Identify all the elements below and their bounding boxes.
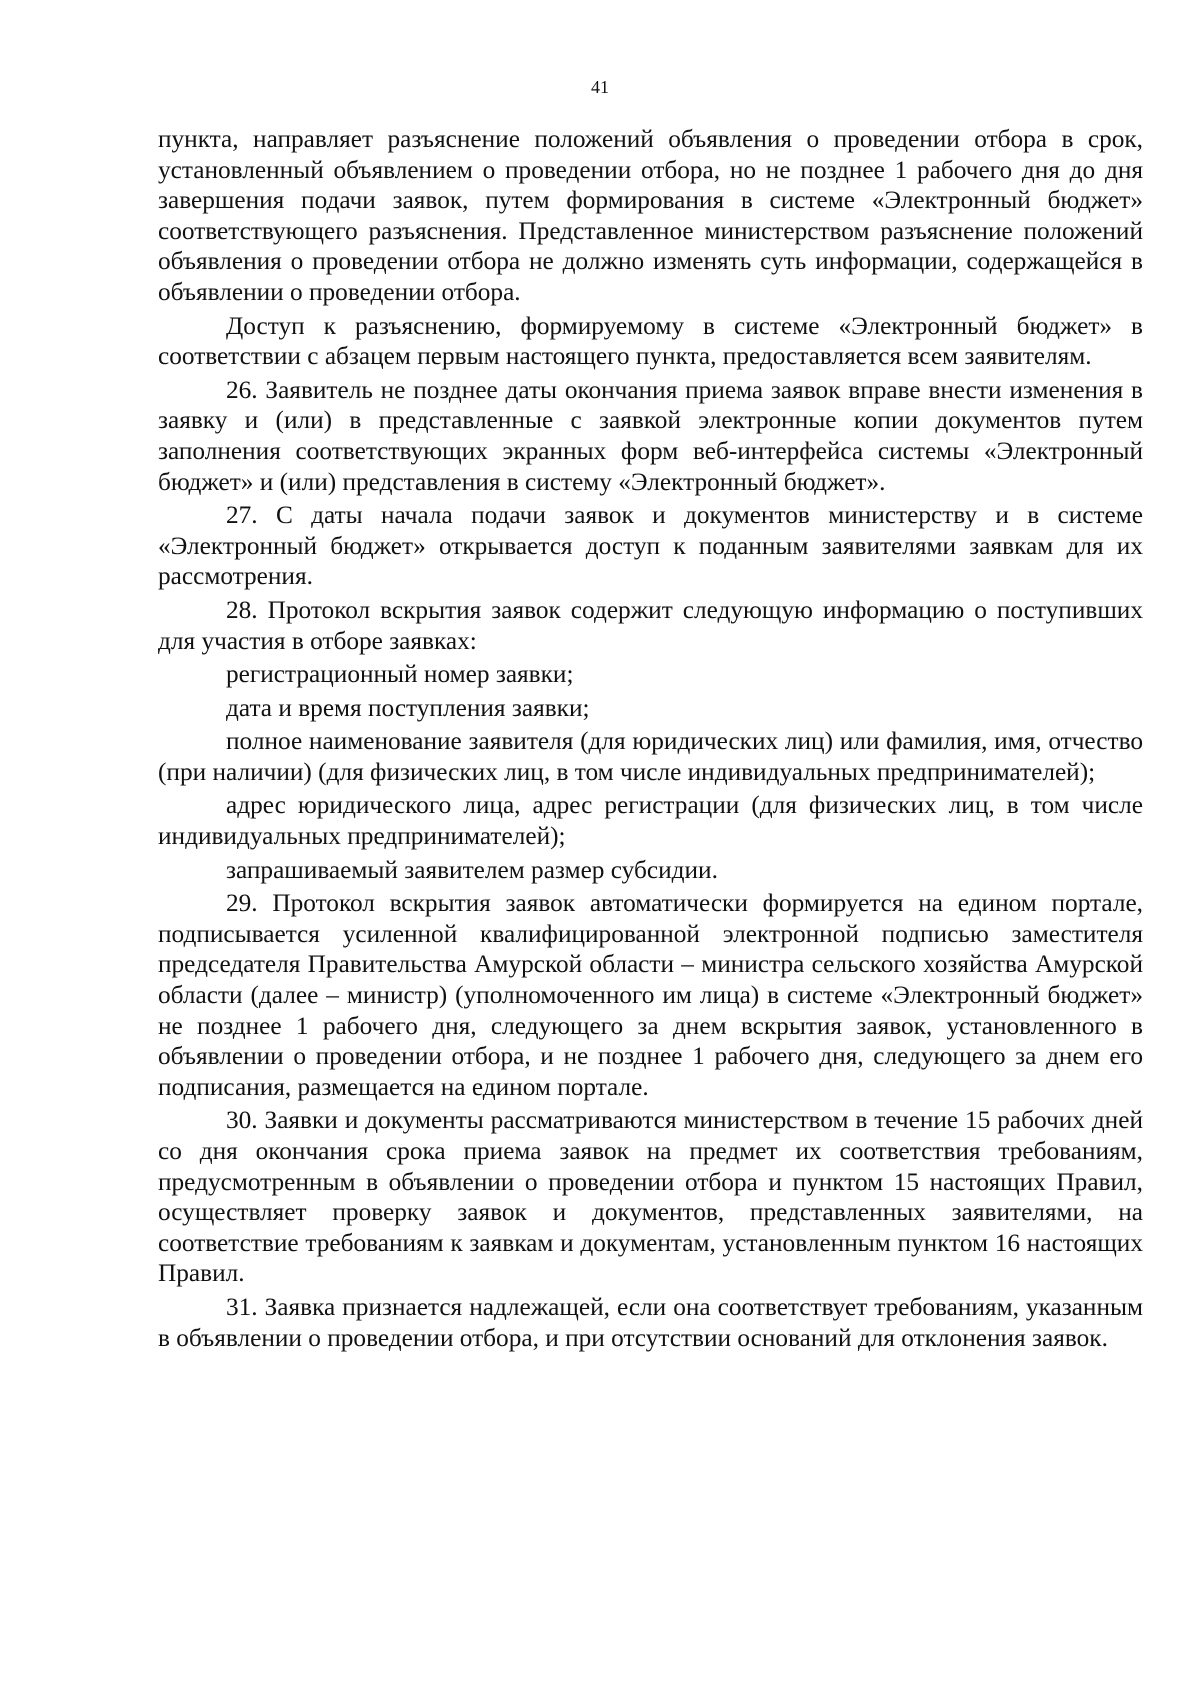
paragraph-28: 28. Протокол вскрытия заявок содержит следующую информацию о поступивших для участия в отборе заявках: [158, 595, 1143, 655]
document-body [158, 124, 1143, 1356]
paragraph-continuation: пункта, направляет разъяснение положений объявления о проведении отбора в срок, установленный объявлением о проведении отбора, но не позднее 1 рабочего дня до дня завершения подачи заявок, путем формирования в системе «Электронный бюджет» соответствующего разъяснения. Представленное министерством разъяснение положений объявления о проведении отбора не должно изменять суть информации, содержащейся в объявлении о проведении отбора. [158, 125, 1143, 306]
paragraph-access: Доступ к разъяснению, формируемому в системе «Электронный бюджет» в соответствии с абзацем первым настоящего пункта, предоставляется всем заявителям. [158, 311, 1143, 371]
list-item-applicant-name: полное наименование заявителя (для юридических лиц) или фамилия, имя, отчество (при наличии) (для физических лиц, в том числе индивидуальных предпринимателей); [158, 727, 1143, 786]
list-item-registration-number: регистрационный номер заявки; [226, 660, 574, 689]
paragraph-30: 30. Заявки и документы рассматриваются министерством в течение 15 рабочих дней со дня окончания срока приема заявок на предмет их соответствия требованиям, предусмотренным в объявлении о проведении отбора и пунктом 15 настоящих Правил, осуществляет проверку заявок и документов, представленных заявителями, на соответствие требованиям к заявкам и документам, установленным пунктом 16 настоящих Правил. [158, 1106, 1143, 1288]
paragraph-29: 29. Протокол вскрытия заявок автоматически формируется на едином портале, подписывается усиленной квалифицированной электронной подписью заместителя председателя Правительства Амурской области – министра сельского хозяйства Амурской области (далее – министр) (уполномоченного им лица) в системе «Электронный бюджет» не позднее 1 рабочего дня, следующего за днем вскрытия заявок, установленного в объявлении о проведении отбора, и не позднее 1 рабочего дня, следующего за днем его подписания, размещается на едином портале. [158, 889, 1143, 1101]
list-item-subsidy-size: запрашиваемый заявителем размер субсидии. [226, 855, 718, 884]
paragraph-26: 26. Заявитель не позднее даты окончания приема заявок вправе внести изменения в заявку и (или) в представленные с заявкой электронные копии документов путем заполнения соответствующих экранных форм веб-интерфейса системы «Электронный бюджет» и (или) представления в систему «Электронный бюджет». [158, 375, 1143, 496]
list-item-address: адрес юридического лица, адрес регистрации (для физических лиц, в том числе индивидуальных предпринимателей); [158, 791, 1143, 851]
list-item-date-time: дата и время поступления заявки; [226, 693, 590, 722]
paragraph-31: 31. Заявка признается надлежащей, если она соответствует требованиям, указанным в объявлении о проведении отбора, и при отсутствии оснований для отклонения заявок. [158, 1292, 1143, 1352]
page-number: 41 [591, 77, 609, 97]
paragraph-27: 27. С даты начала подачи заявок и документов министерству и в системе «Электронный бюджет» открывается доступ к поданным заявителями заявкам для их рассмотрения. [158, 501, 1143, 591]
